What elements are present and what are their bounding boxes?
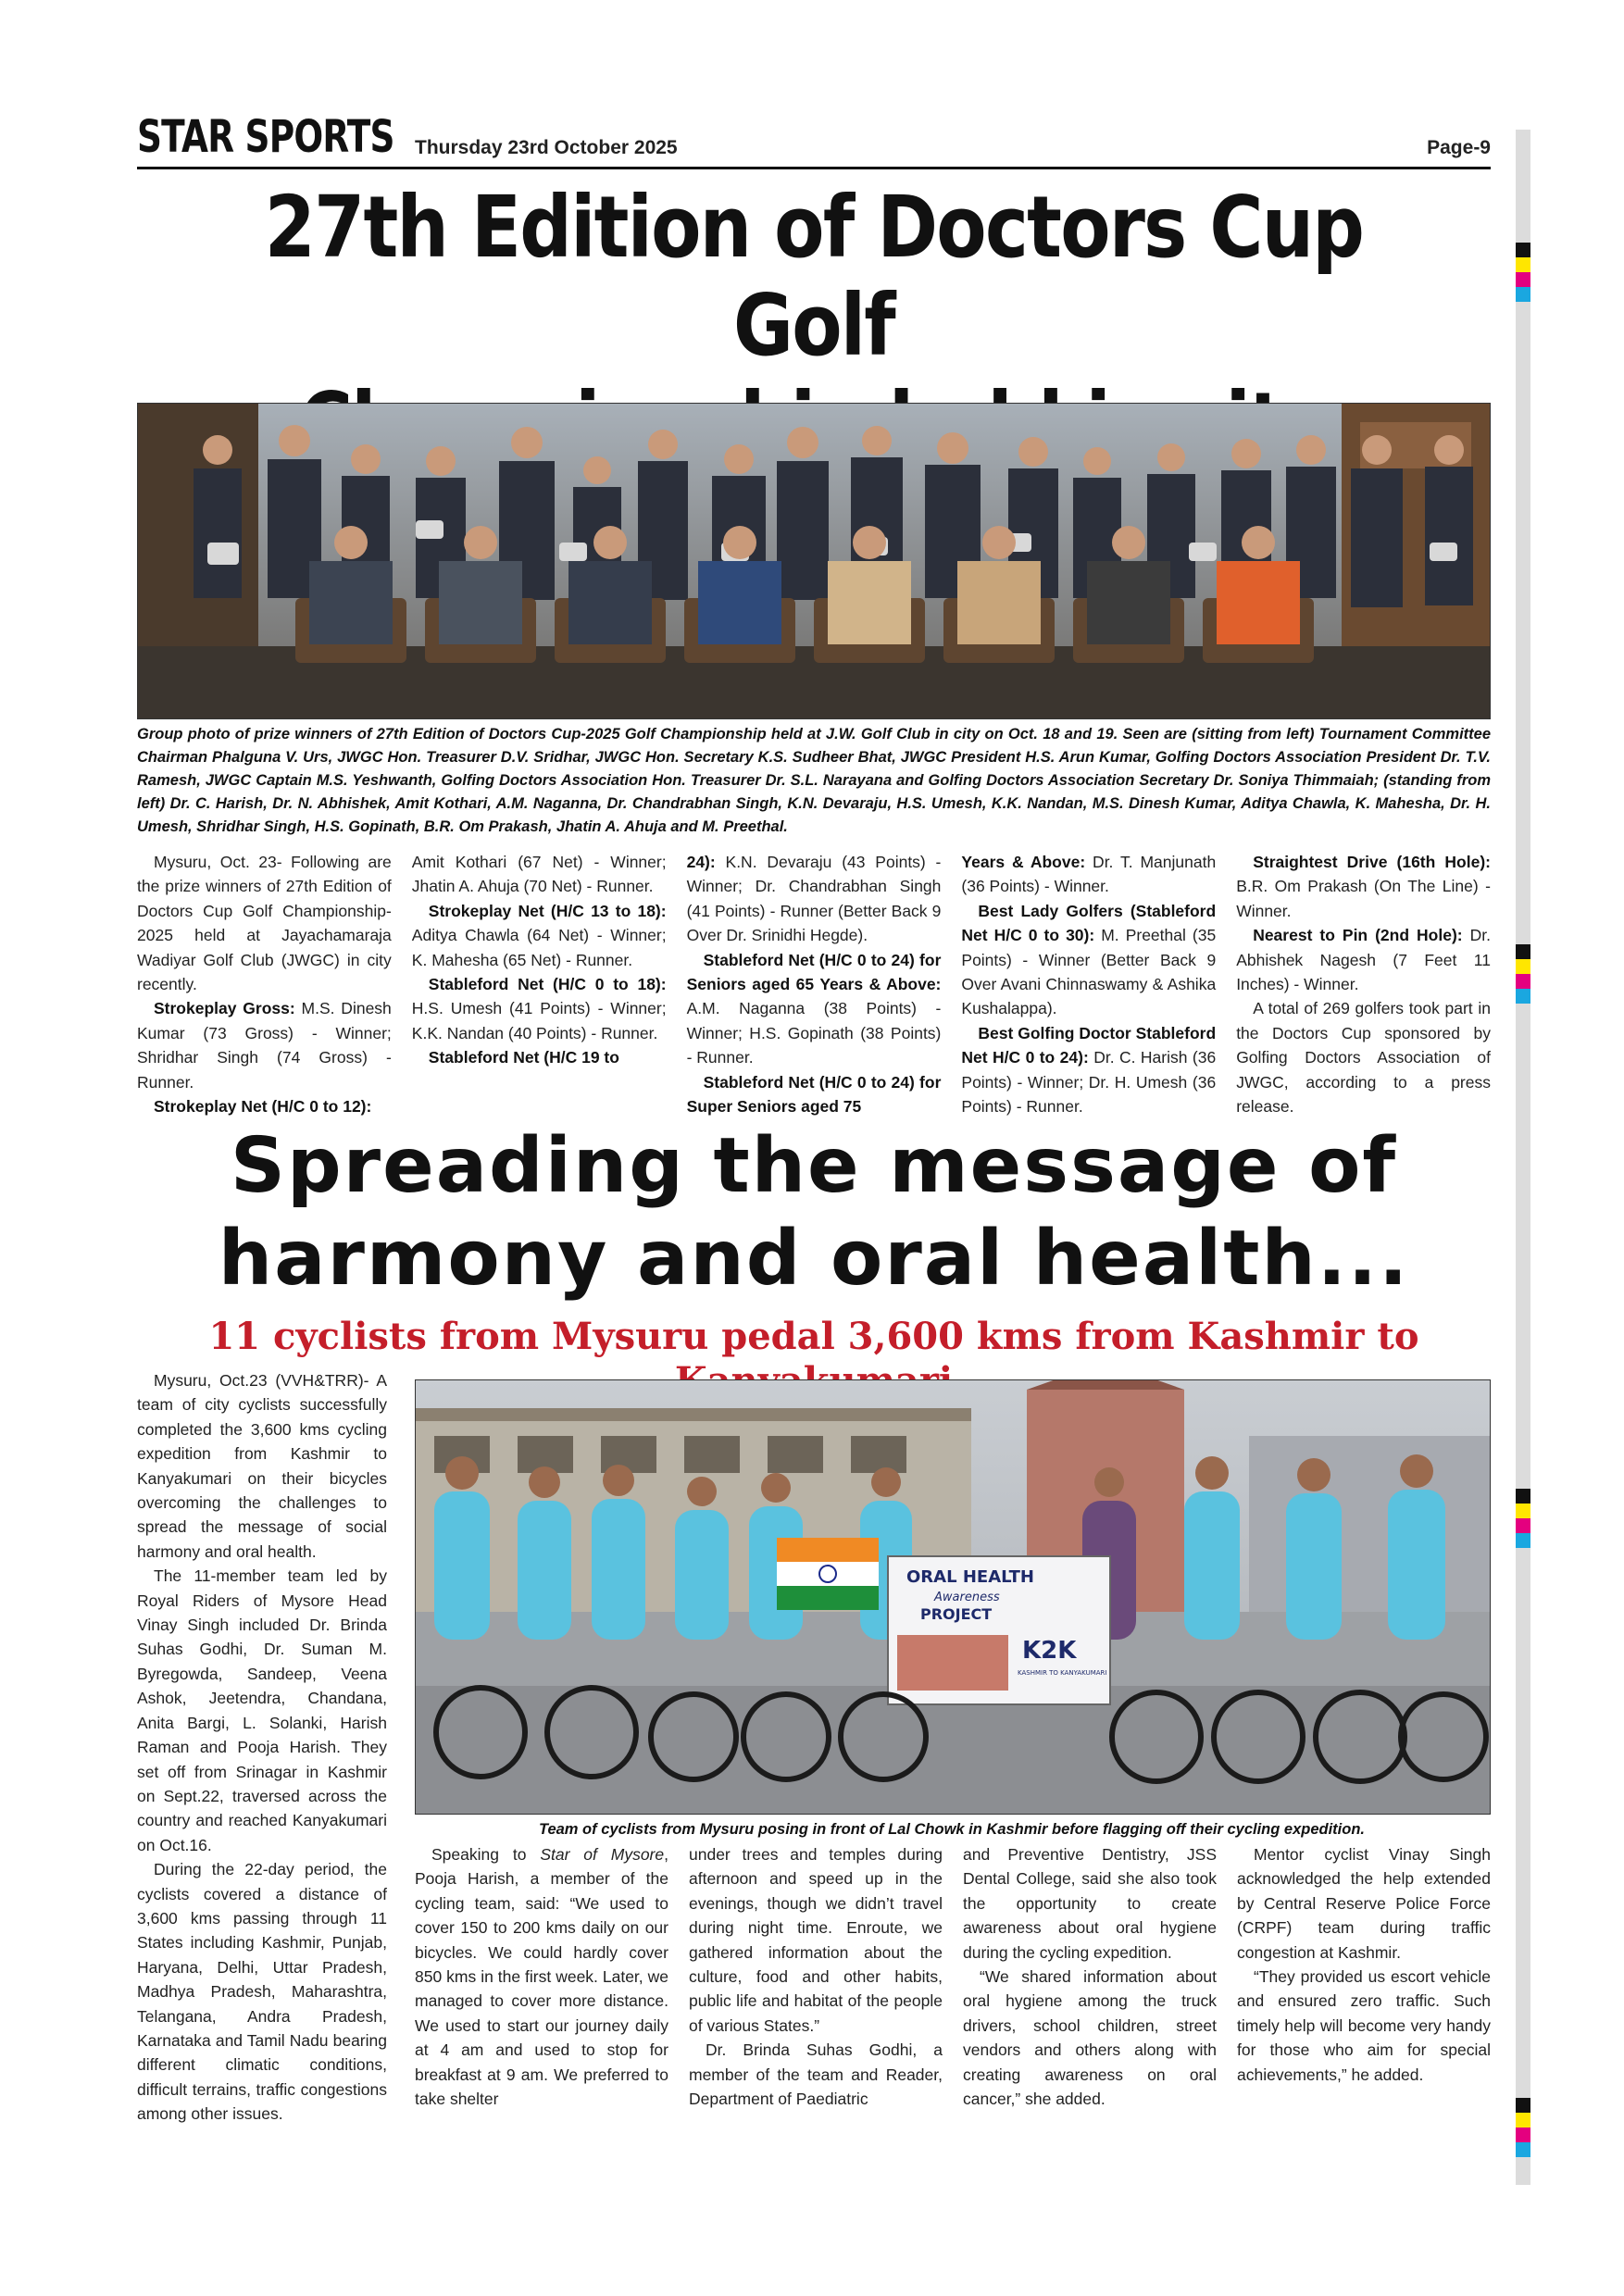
golf-col5-heading1: Straightest Drive (16th Hole): <box>1253 853 1491 871</box>
cycling-column-1 <box>415 1842 668 2111</box>
issue-date: Thursday 23rd October 2025 <box>415 137 678 158</box>
cycling-left-para3: During the 22-day period, the cyclists covered a distance of 3,600 kms passing through 11 States including Kashmir, Punjab, Haryana, Delhi, Uttar Pradesh, Madhya Pradesh, Maharashtra, Telangana, Andra Pradesh, Karnataka and Tamil Nadu bearing different climatic conditions, difficult terrains, traffic congestions among other issues. <box>137 1860 387 2124</box>
print-strip <box>1516 130 1530 2185</box>
page-number: Page-9 <box>1427 137 1491 158</box>
golf-group-photo <box>137 403 1491 719</box>
story2-headline-line1: Spreading the message of <box>230 1122 1398 1210</box>
golf-col4-text3: Dr. C. Harish (36 Points) - Winner; Dr. H. Umesh (36 Points) - Runner. <box>961 1048 1217 1117</box>
cycling-column-4 <box>1237 1842 1491 2111</box>
story2-subheadline: 11 cyclists from Mysuru pedal 3,600 kms from Kashmir to <box>208 1315 1419 1358</box>
cyclists-photo-caption: Team of cyclists from Mysuru posing in front of Lal Chowk in Kashmir before flagging off their cycling expedition. <box>538 1821 1365 1838</box>
banner-project-text: PROJECT <box>920 1605 993 1623</box>
golf-col1-text2: M.S. Dinesh Kumar (73 Gross) - Winner; Shridhar Singh (74 Gross) - Runner. <box>137 999 392 1092</box>
cycling-col4-para1: Mentor cyclist Vinay Singh acknowledged the help extended by Central Reserve Police Force (CRPF) team during traffic congestion at Kashmir. <box>1237 1845 1491 1962</box>
newspaper-page <box>137 109 1491 2124</box>
cycling-col2-para1: under trees and temples during afternoon and speed up in the evenings, though we didn’t travel during night time. Enroute, we gathered information about the culture, food and other habits, public life and habitat of the people of various States.” <box>689 1845 943 2035</box>
golf-col4-text1: Dr. T. Manjunath (36 Points) - Winner. <box>961 853 1217 896</box>
registration-marks-bottom <box>1516 2098 1530 2157</box>
golf-col5-heading2: Nearest to Pin (2nd Hole): <box>1253 926 1463 945</box>
golf-column-3 <box>687 850 942 1118</box>
cycling-col2-para2: Dr. Brinda Suhas Godhi, a member of the team and Reader, Department of Paediatric <box>689 2040 943 2109</box>
cycling-col1-text-b: , Pooja Harish, a member of the cycling team, said: “We used to cover 150 to 200 kms daily on our bicycles. We could hardly cover 850 kms in the first week. Later, we managed to cover more distance. We used to start our journey daily at 4 am and used to stop for breakfast at 9 am. We preferred to take shelter <box>415 1845 668 2109</box>
golf-col1-heading3: Strokeplay Net (H/C 0 to 12): <box>154 1097 372 1117</box>
cycling-col4-para2: “They provided us escort vehicle and ensured zero traffic. Such timely help will become very handy for those who aim for special achievements,” he added. <box>1237 1967 1491 2084</box>
indian-flag <box>777 1538 879 1610</box>
golf-column-1 <box>137 850 392 1118</box>
golf-col3-heading2: Stableford Net (H/C 0 to 24) for Seniors aged 65 Years & Above: <box>686 950 942 994</box>
golf-col3-heading1: 24): <box>686 853 716 871</box>
cycling-col3-para1: and Preventive Dentistry, JSS Dental College, said she also took the opportunity to create awareness about oral hygiene during the cycling expedition. <box>963 1845 1217 1962</box>
golf-col1-heading2: Strokeplay Gross: <box>154 999 295 1018</box>
golf-col5-text3: A total of 269 golfers took part in the Doctors Cup sponsored by Golfing Doctors Association of JWGC, according to a press release. <box>1236 999 1491 1117</box>
golf-col2-text1: Amit Kothari (67 Net) - Winner; Jhatin A. Ahuja (70 Net) - Runner. <box>411 853 667 896</box>
banner-k2k-text: K2K <box>1022 1637 1077 1665</box>
cycling-column-3 <box>963 1842 1217 2111</box>
golf-col4-heading3: Best Golfing Doctor Stableford Net H/C 0 to 24): <box>961 1023 1217 1067</box>
golf-col4-text2: M. Preethal (35 Points) - Winner (Better Back 9 Over Avani Chinnaswamy & Ashika Kushalappa). <box>961 926 1217 1018</box>
golf-col5-text2: Dr. Abhishek Nagesh (7 Feet 11 Inches) - Winner. <box>1236 926 1491 994</box>
masthead <box>137 109 1491 169</box>
golf-col3-heading3: Stableford Net (H/C 0 to 24) for Super Seniors aged 75 <box>686 1072 942 1117</box>
cycling-col3-para2: “We shared information about oral hygiene among the truck drivers, school children, street vendors and others along with creating awareness on oral cancer,” she added. <box>963 1967 1217 2109</box>
golf-col4-heading1: Years & Above: <box>961 853 1086 871</box>
cycling-column-2 <box>689 1842 943 2111</box>
golf-column-2 <box>412 850 667 1118</box>
banner-sub-text: Awareness <box>934 1591 1000 1604</box>
banner-small-text: KASHMIR TO KANYAKUMARI <box>1018 1669 1107 1677</box>
banner-title-text: ORAL HEALTH <box>906 1567 1034 1587</box>
cycling-left-column <box>137 1368 387 2127</box>
cyclists-photo-illustration <box>416 1380 1490 1814</box>
story2-headline-line2: harmony and oral health... <box>218 1215 1410 1303</box>
golf-col4-heading2: Best Lady Golfers (Stableford Net H/C 0 to 30): <box>961 901 1217 945</box>
brand-title: STAR SPORTS <box>137 111 394 163</box>
registration-marks-top <box>1516 243 1530 302</box>
story2-headline <box>137 1120 1491 1305</box>
story1-headline-line1: 27th Edition of Doctors Cup Golf <box>264 178 1364 375</box>
golf-col2-heading3: Stableford Net (H/C 0 to 18): <box>428 975 667 994</box>
cycling-col1-text-a: Speaking to <box>431 1845 541 1864</box>
cycling-article-columns <box>415 1842 1491 2111</box>
golf-col1-para: Mysuru, Oct. 23- Following are the prize winners of 27th Edition of Doctors Cup Golf Championship-2025 held at Jayachamaraja Wadiyar Golf Club (JWGC) in city recently. <box>137 853 392 994</box>
registration-marks-middle-1 <box>1516 944 1530 1004</box>
golf-col2-text2: Aditya Chawla (64 Net) - Winner; K. Mahesha (65 Net) - Runner. <box>411 926 667 969</box>
golf-photo-caption: Group photo of prize winners of 27th Edition of Doctors Cup-2025 Golf Championship held at J.W. Golf Club in city on Oct. 18 and 19. Seen are (sitting from left) Tournament Committee Chairman Phalguna V. Urs, JWGC Hon. Treasurer D.V. Sridhar, JWGC Hon. Secretary K.S. Sudheer Bhat, JWGC President H.S. Arun Kumar, Golfing Doctors Association President Dr. T.V. Ramesh, JWGC Captain M.S. Yeshwanth, Golfing Doctors Association Hon. Treasurer Dr. S.L. Narayana and Golfing Doctors Association Secretary Dr. Soniya Thimmaiah; (standing from left) Dr. C. Harish, Dr. N. Abhishek, Amit Kothari, A.M. Naganna, Dr. Chandrabhan Singh, K.N. Devaraju, H.S. Umesh, K.K. Nandan, M.S. Dinesh Kumar, Aditya Chawla, K. Mahesha, Dr. H. Umesh, Shridhar Singh, H.S. Gopinath, B.R. Om Prakash, Jhatin A. Ahuja and M. Preethal. <box>137 726 1491 835</box>
golf-column-4 <box>961 850 1216 1118</box>
golf-col2-text3: H.S. Umesh (41 Points) - Winner; K.K. Nandan (40 Points) - Runner. <box>411 999 667 1042</box>
golf-article-columns <box>137 850 1491 1118</box>
cyclists-photo <box>415 1379 1491 1815</box>
cycling-left-para1: Mysuru, Oct.23 (VVH&TRR)- A team of city cyclists successfully completed the 3,600 kms cycling expedition from Kashmir to Kanyakumari on their bicycles overcoming the challenges to spread the message of social harmony and oral health. <box>137 1371 387 1561</box>
golf-col2-heading2: Strokeplay Net (H/C 13 to 18): <box>428 901 667 920</box>
golf-group-photo-illustration <box>138 404 1490 718</box>
golf-col3-text2: A.M. Naganna (38 Points) - Winner; H.S. Gopinath (38 Points) - Runner. <box>686 999 942 1067</box>
cycling-col1-newspaper-name: Star of Mysore <box>540 1845 665 1864</box>
registration-marks-middle-2 <box>1516 1489 1530 1548</box>
cycling-left-para2: The 11-member team led by Royal Riders of Mysore Head Vinay Singh included Dr. Brinda Suhas Godhi, Dr. Suman M. Byregowda, Sandeep, Veena Ashok, Jeetendra, Chandana, Anita Bargi, L. Solanki, Harish Raman and Pooja Harish. They set off from Srinagar in Kashmir on Sept.22, traversed across the country and reached Kanyakumari on Oct.16. <box>137 1566 387 1854</box>
golf-col5-text1: B.R. Om Prakash (On The Line) - Winner. <box>1236 877 1491 920</box>
oral-health-banner <box>888 1556 1110 1704</box>
golf-col2-heading4: Stableford Net (H/C 19 to <box>428 1048 619 1067</box>
golf-column-5 <box>1236 850 1491 1118</box>
golf-col3-text1: K.N. Devaraju (43 Points) - Winner; Dr. Chandrabhan Singh (41 Points) - Runner (Better Back 9 Over Dr. Srinidhi Hegde). <box>686 853 942 945</box>
